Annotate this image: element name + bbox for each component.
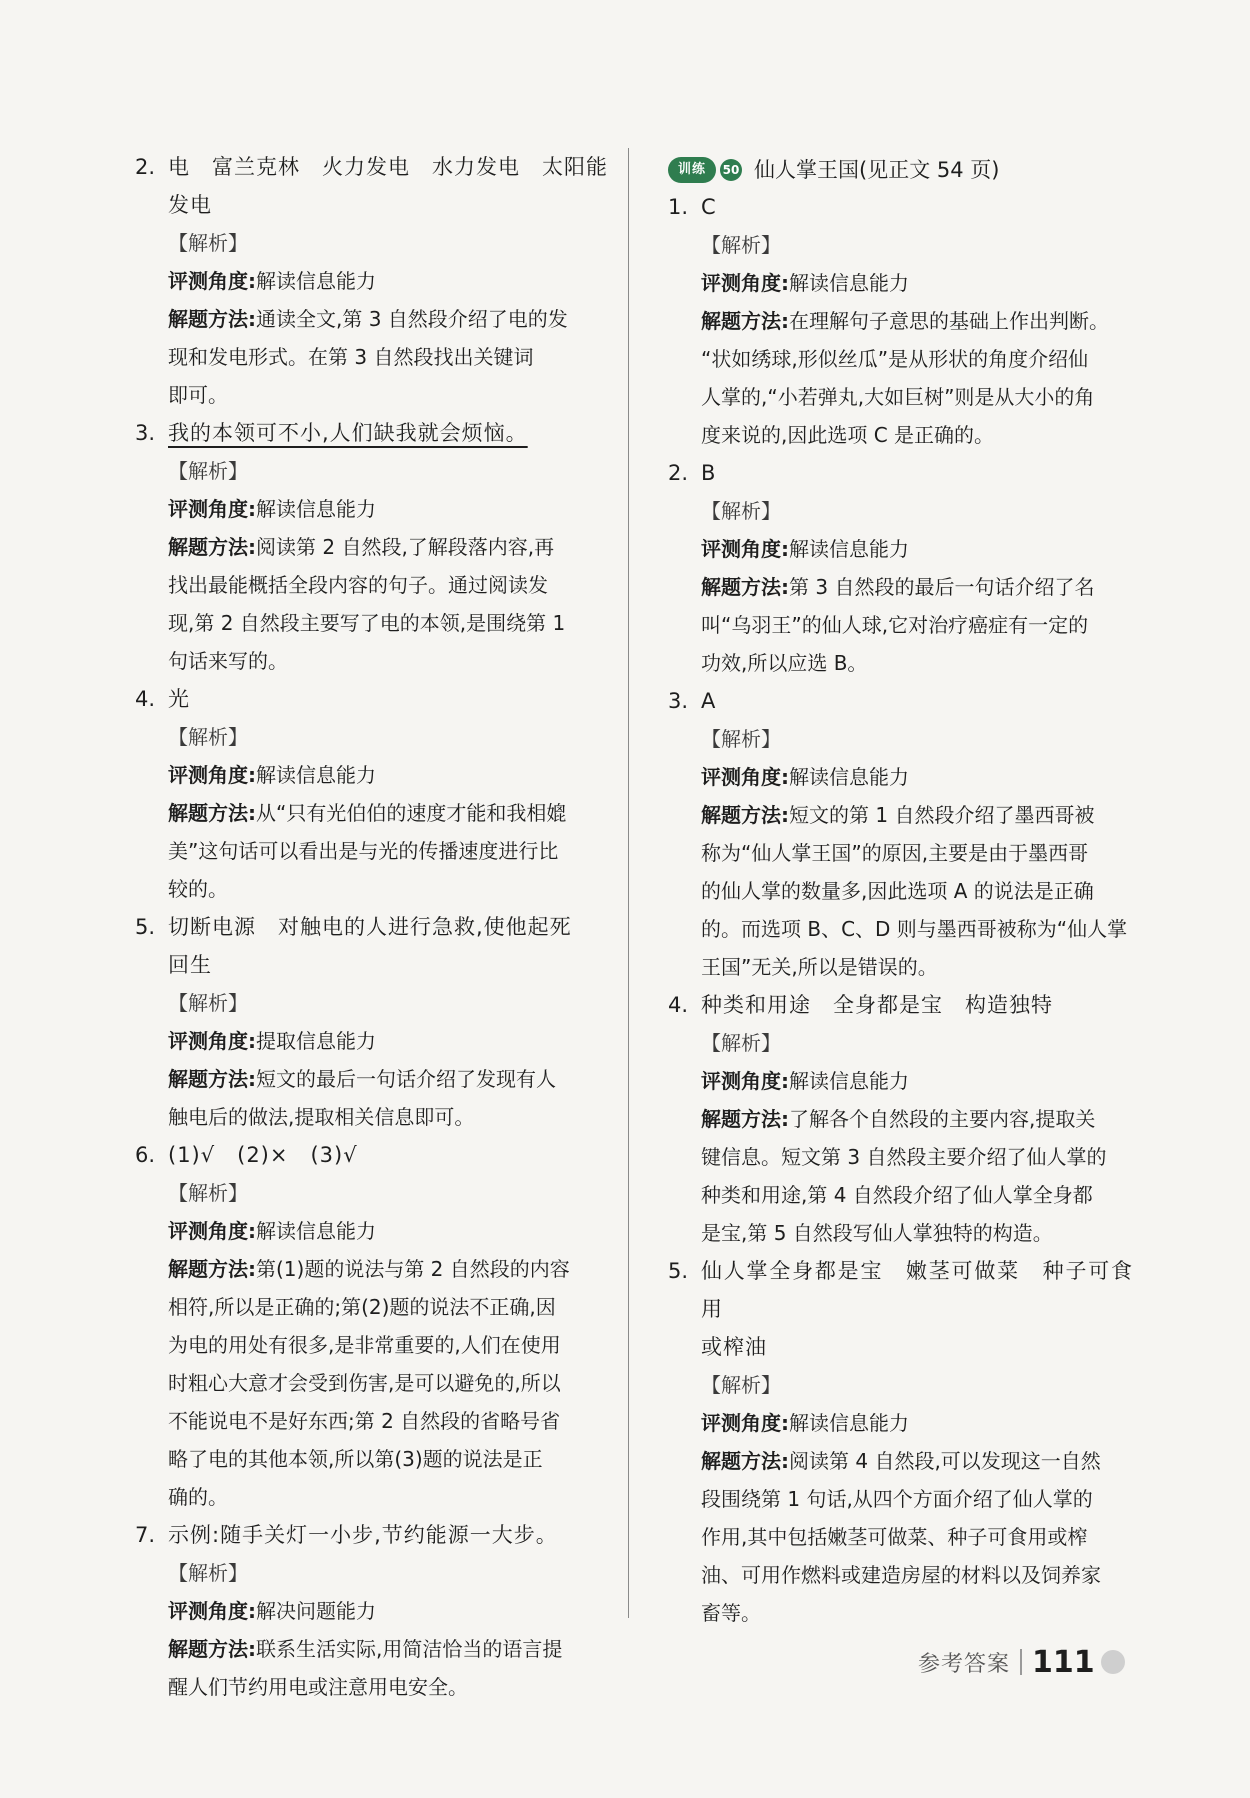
method-text: 在理解句子意思的基础上作出判断。 bbox=[789, 309, 1109, 333]
method-text: 找出最能概括全段内容的句子。通过阅读发 bbox=[168, 573, 548, 597]
method-label: 解题方法: bbox=[168, 801, 256, 825]
method-text: 第(1)题的说法与第 2 自然段的内容 bbox=[256, 1257, 570, 1281]
method-line bbox=[168, 1478, 615, 1516]
answer-line: B bbox=[701, 461, 717, 485]
method-label: 解题方法: bbox=[168, 1257, 256, 1281]
angle-label: 评测角度: bbox=[701, 1069, 789, 1093]
method-line bbox=[701, 606, 1133, 644]
method-line bbox=[168, 642, 615, 680]
method-line bbox=[168, 300, 615, 338]
method-text: 功效,所以应选 B。 bbox=[701, 651, 868, 675]
answer-line: 我的本领可不小,人们缺我就会烦恼。 bbox=[168, 421, 528, 445]
answer-line: A bbox=[701, 689, 717, 713]
section-header bbox=[668, 152, 999, 188]
evaluation-angle bbox=[701, 1404, 1133, 1442]
method-line bbox=[701, 910, 1133, 948]
left-column bbox=[135, 148, 615, 1706]
method-text: 醒人们节约用电或注意用电安全。 bbox=[168, 1675, 468, 1699]
method-text: 畜等。 bbox=[701, 1601, 761, 1625]
evaluation-angle bbox=[168, 262, 615, 300]
question-item bbox=[668, 986, 1133, 1252]
method-line bbox=[701, 1100, 1133, 1138]
angle-label: 评测角度: bbox=[168, 1029, 256, 1053]
method-text: 是宝,第 5 自然段写仙人掌独特的构造。 bbox=[701, 1221, 1053, 1245]
question-item bbox=[135, 414, 615, 680]
angle-value: 解读信息能力 bbox=[789, 1411, 909, 1435]
method-text: 油、可用作燃料或建造房屋的材料以及饲养家 bbox=[701, 1563, 1101, 1587]
question-item bbox=[135, 148, 615, 414]
angle-value: 解读信息能力 bbox=[256, 763, 376, 787]
angle-label: 评测角度: bbox=[168, 1219, 256, 1243]
method-line bbox=[168, 338, 615, 376]
method-text: 通读全文,第 3 自然段介绍了电的发 bbox=[256, 307, 568, 331]
method-text: 即可。 bbox=[168, 383, 228, 407]
answer-line: 发电 bbox=[168, 193, 212, 217]
angle-value: 解读信息能力 bbox=[789, 271, 909, 295]
analysis-tag: 【解析】 bbox=[168, 459, 248, 483]
page-number: 111 bbox=[1032, 1644, 1095, 1680]
method-line bbox=[701, 416, 1133, 454]
analysis-tag: 【解析】 bbox=[168, 1181, 248, 1205]
answer-line: 种类和用途 全身都是宝 构造独特 bbox=[701, 993, 1053, 1017]
angle-label: 评测角度: bbox=[701, 537, 789, 561]
method-line bbox=[168, 1060, 615, 1098]
method-line bbox=[701, 1480, 1133, 1518]
angle-value: 解读信息能力 bbox=[256, 269, 376, 293]
method-line bbox=[701, 378, 1133, 416]
question-number: 3. bbox=[135, 421, 156, 445]
analysis-tag: 【解析】 bbox=[701, 727, 781, 751]
method-text: 了解各个自然段的主要内容,提取关 bbox=[789, 1107, 1096, 1131]
column-divider bbox=[628, 148, 629, 1618]
analysis-tag: 【解析】 bbox=[701, 1031, 781, 1055]
method-label: 解题方法: bbox=[701, 803, 789, 827]
angle-label: 评测角度: bbox=[701, 271, 789, 295]
answer-line: 回生 bbox=[168, 953, 212, 977]
method-text: 人掌的,“小若弹丸,大如巨树”则是从大小的角 bbox=[701, 385, 1095, 409]
footer-separator bbox=[1020, 1649, 1022, 1675]
evaluation-angle bbox=[168, 1022, 615, 1060]
method-label: 解题方法: bbox=[701, 1107, 789, 1131]
answer-line: C bbox=[701, 195, 717, 219]
answer-line: 或榨油 bbox=[701, 1335, 767, 1359]
question-number: 5. bbox=[135, 915, 156, 939]
method-line bbox=[701, 340, 1133, 378]
method-text: 句话来写的。 bbox=[168, 649, 288, 673]
footer-label: 参考答案 bbox=[918, 1651, 1011, 1677]
question-number: 2. bbox=[135, 155, 156, 179]
angle-label: 评测角度: bbox=[701, 1411, 789, 1435]
method-text: 短文的最后一句话介绍了发现有人 bbox=[256, 1067, 556, 1091]
method-text: 的仙人掌的数量多,因此选项 A 的说法是正确 bbox=[701, 879, 1094, 903]
angle-label: 评测角度: bbox=[168, 269, 256, 293]
analysis-tag: 【解析】 bbox=[701, 499, 781, 523]
angle-value: 解读信息能力 bbox=[256, 497, 376, 521]
angle-label: 评测角度: bbox=[701, 765, 789, 789]
method-text: 现,第 2 自然段主要写了电的本领,是围绕第 1 bbox=[168, 611, 566, 635]
footer-dot-icon bbox=[1101, 1650, 1125, 1674]
method-text: 较的。 bbox=[168, 877, 228, 901]
evaluation-angle bbox=[701, 264, 1133, 302]
angle-label: 评测角度: bbox=[168, 763, 256, 787]
angle-label: 评测角度: bbox=[168, 497, 256, 521]
method-text: 时粗心大意才会受到伤害,是可以避免的,所以 bbox=[168, 1371, 561, 1395]
method-label: 解题方法: bbox=[701, 309, 789, 333]
method-text: 现和发电形式。在第 3 自然段找出关键词 bbox=[168, 345, 534, 369]
analysis-tag: 【解析】 bbox=[168, 231, 248, 255]
answer-line: 仙人掌全身都是宝 嫩茎可做菜 种子可食用 bbox=[701, 1259, 1133, 1321]
method-line bbox=[168, 1364, 615, 1402]
method-text: 触电后的做法,提取相关信息即可。 bbox=[168, 1105, 475, 1129]
answer-line: 示例:随手关灯一小步,节约能源一大步。 bbox=[168, 1523, 558, 1547]
question-item bbox=[135, 1136, 615, 1516]
exercise-number: 50 bbox=[720, 159, 742, 181]
method-label: 解题方法: bbox=[701, 575, 789, 599]
method-label: 解题方法: bbox=[168, 1637, 256, 1661]
method-text: 美”这句话可以看出是与光的传播速度进行比 bbox=[168, 839, 559, 863]
method-line bbox=[168, 1098, 615, 1136]
method-line bbox=[168, 1288, 615, 1326]
method-text: 叫“乌羽王”的仙人球,它对治疗癌症有一定的 bbox=[701, 613, 1089, 637]
evaluation-angle bbox=[168, 756, 615, 794]
question-number: 4. bbox=[668, 993, 689, 1017]
question-number: 7. bbox=[135, 1523, 156, 1547]
method-line bbox=[168, 794, 615, 832]
method-text: 种类和用途,第 4 自然段介绍了仙人掌全身都 bbox=[701, 1183, 1093, 1207]
method-text: 阅读第 2 自然段,了解段落内容,再 bbox=[256, 535, 555, 559]
question-number: 2. bbox=[668, 461, 689, 485]
method-line bbox=[701, 1518, 1133, 1556]
method-text: 王国”无关,所以是错误的。 bbox=[701, 955, 938, 979]
evaluation-angle bbox=[168, 490, 615, 528]
question-number: 4. bbox=[135, 687, 156, 711]
method-line bbox=[168, 1440, 615, 1478]
angle-value: 解读信息能力 bbox=[789, 537, 909, 561]
method-line bbox=[168, 1250, 615, 1288]
method-text: 确的。 bbox=[168, 1485, 228, 1509]
method-line bbox=[168, 1630, 615, 1668]
method-line bbox=[701, 1442, 1133, 1480]
method-text: 略了电的其他本领,所以第(3)题的说法是正 bbox=[168, 1447, 543, 1471]
method-line bbox=[168, 870, 615, 908]
method-line bbox=[168, 566, 615, 604]
method-line bbox=[168, 1326, 615, 1364]
method-line bbox=[168, 528, 615, 566]
method-text: 从“只有光伯伯的速度才能和我相媲 bbox=[256, 801, 567, 825]
question-number: 3. bbox=[668, 689, 689, 713]
method-label: 解题方法: bbox=[168, 535, 256, 559]
method-text: 阅读第 4 自然段,可以发现这一自然 bbox=[789, 1449, 1101, 1473]
method-label: 解题方法: bbox=[168, 1067, 256, 1091]
question-item bbox=[668, 1252, 1133, 1632]
method-line bbox=[168, 376, 615, 414]
method-text: 不能说电不是好东西;第 2 自然段的省略号省 bbox=[168, 1409, 561, 1433]
method-text: 段围绕第 1 句话,从四个方面介绍了仙人掌的 bbox=[701, 1487, 1093, 1511]
evaluation-angle bbox=[701, 758, 1133, 796]
analysis-tag: 【解析】 bbox=[701, 233, 781, 257]
method-line bbox=[701, 1176, 1133, 1214]
method-line bbox=[701, 644, 1133, 682]
method-line bbox=[701, 1138, 1133, 1176]
page-footer bbox=[918, 1640, 1125, 1684]
angle-value: 解读信息能力 bbox=[789, 765, 909, 789]
angle-value: 解决问题能力 bbox=[256, 1599, 376, 1623]
method-line bbox=[701, 1594, 1133, 1632]
method-label: 解题方法: bbox=[701, 1449, 789, 1473]
method-line bbox=[168, 1668, 615, 1706]
question-item bbox=[668, 454, 1133, 682]
angle-value: 解读信息能力 bbox=[789, 1069, 909, 1093]
answer-line: 切断电源 对触电的人进行急救,使他起死 bbox=[168, 915, 572, 939]
method-text: 第 3 自然段的最后一句话介绍了名 bbox=[789, 575, 1095, 599]
method-text: 作用,其中包括嫩茎可做菜、种子可食用或榨 bbox=[701, 1525, 1088, 1549]
method-text: 联系生活实际,用简洁恰当的语言提 bbox=[256, 1637, 563, 1661]
method-text: 度来说的,因此选项 C 是正确的。 bbox=[701, 423, 995, 447]
method-line bbox=[168, 832, 615, 870]
question-number: 1. bbox=[668, 195, 689, 219]
answer-line: (1)√ (2)× (3)√ bbox=[168, 1143, 358, 1167]
method-label: 解题方法: bbox=[168, 307, 256, 331]
angle-label: 评测角度: bbox=[168, 1599, 256, 1623]
method-line bbox=[168, 604, 615, 642]
training-badge: 训练 bbox=[668, 157, 716, 183]
question-item bbox=[135, 680, 615, 908]
method-text: 的。而选项 B、C、D 则与墨西哥被称为“仙人掌 bbox=[701, 917, 1128, 941]
method-text: 键信息。短文第 3 自然段主要介绍了仙人掌的 bbox=[701, 1145, 1107, 1169]
method-line bbox=[701, 568, 1133, 606]
method-text: 称为“仙人掌王国”的原因,主要是由于墨西哥 bbox=[701, 841, 1089, 865]
method-text: 相符,所以是正确的;第(2)题的说法不正确,因 bbox=[168, 1295, 556, 1319]
method-text: 为电的用处有很多,是非常重要的,人们在使用 bbox=[168, 1333, 561, 1357]
angle-value: 提取信息能力 bbox=[256, 1029, 376, 1053]
method-text: “状如绣球,形似丝瓜”是从形状的角度介绍仙 bbox=[701, 347, 1089, 371]
analysis-tag: 【解析】 bbox=[168, 1561, 248, 1585]
method-line bbox=[701, 302, 1133, 340]
angle-value: 解读信息能力 bbox=[256, 1219, 376, 1243]
method-line bbox=[701, 796, 1133, 834]
evaluation-angle bbox=[168, 1212, 615, 1250]
answer-line: 光 bbox=[168, 687, 190, 711]
method-line bbox=[701, 834, 1133, 872]
section-title: 仙人掌王国(见正文 54 页) bbox=[754, 158, 1000, 182]
question-item bbox=[135, 1516, 615, 1706]
question-number: 6. bbox=[135, 1143, 156, 1167]
question-item bbox=[668, 682, 1133, 986]
method-line bbox=[701, 1214, 1133, 1252]
method-line bbox=[701, 872, 1133, 910]
evaluation-angle bbox=[168, 1592, 615, 1630]
question-item bbox=[135, 908, 615, 1136]
method-line bbox=[701, 948, 1133, 986]
question-number: 5. bbox=[668, 1259, 689, 1283]
answer-line: 电 富兰克林 火力发电 水力发电 太阳能 bbox=[168, 155, 608, 179]
evaluation-angle bbox=[701, 1062, 1133, 1100]
method-line bbox=[168, 1402, 615, 1440]
analysis-tag: 【解析】 bbox=[168, 725, 248, 749]
question-item bbox=[668, 188, 1133, 454]
method-line bbox=[701, 1556, 1133, 1594]
evaluation-angle bbox=[701, 530, 1133, 568]
method-text: 短文的第 1 自然段介绍了墨西哥被 bbox=[789, 803, 1095, 827]
analysis-tag: 【解析】 bbox=[168, 991, 248, 1015]
analysis-tag: 【解析】 bbox=[701, 1373, 781, 1397]
